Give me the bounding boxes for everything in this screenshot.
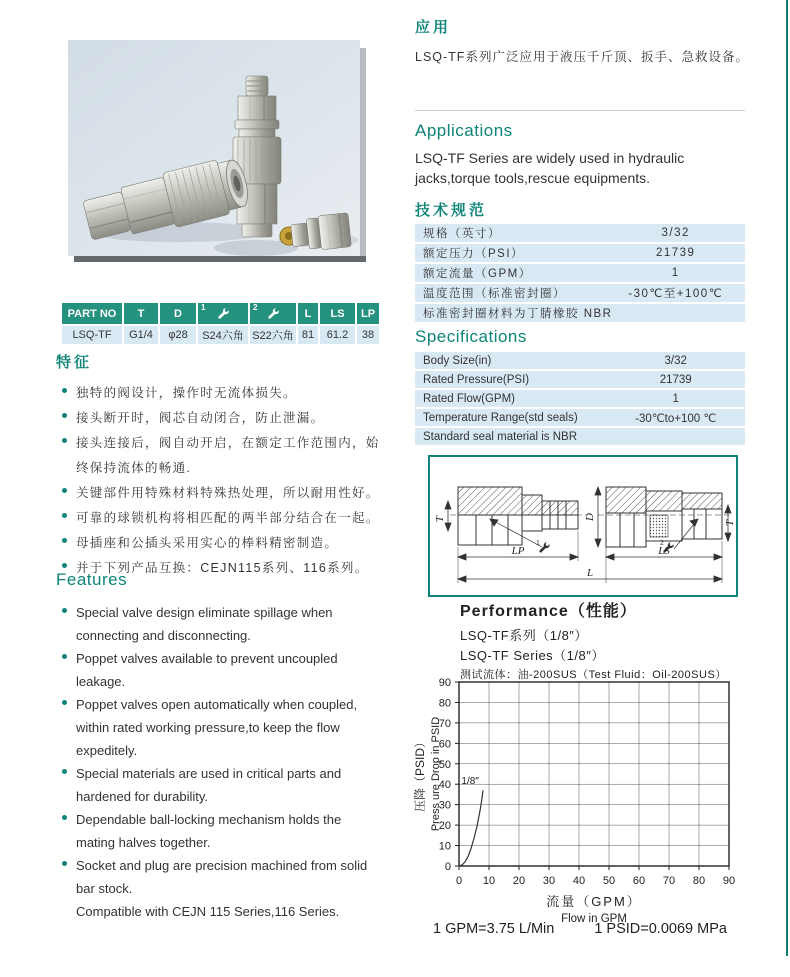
- y-axis-title-cn: 压降（PSID）: [413, 735, 427, 813]
- psid-conversion: 1 PSID=0.0069 MPa: [594, 921, 727, 937]
- feature-en-item: Special materials are used in critical parts and hardened for durability.: [60, 762, 378, 808]
- x-tick-label: 30: [542, 875, 556, 887]
- spec-label: 规格（英寸）: [415, 224, 606, 242]
- spec-label: 温度范围（标准密封圈）: [415, 284, 606, 302]
- feature-en-item: Special valve design eliminate spillage when connecting and disconnecting.: [60, 601, 378, 647]
- spec-cn-row: [415, 224, 745, 242]
- y-tick-label: 30: [438, 799, 451, 812]
- part-cell: 61.2: [319, 325, 356, 345]
- spec-en-row: [415, 428, 745, 445]
- x-tick-label: 10: [482, 875, 496, 887]
- spec-cn-row: [415, 264, 745, 282]
- wrench-icon: [217, 307, 230, 320]
- features-heading: Features: [56, 570, 128, 589]
- part-cell: 38: [356, 325, 380, 345]
- gpm-conversion: 1 GPM=3.75 L/Min: [433, 921, 555, 937]
- part-col-d: D: [159, 303, 197, 325]
- wrench-sup: 2: [253, 303, 258, 312]
- feature-en-item: Dependable ball-locking mechanism holds the mating halves together.: [60, 808, 378, 854]
- feature-cn-item: 可靠的球锁机构将相匹配的两半部分结合在一起。: [60, 506, 390, 531]
- wrench-icon: [539, 542, 549, 552]
- x-tick-label: 50: [602, 875, 616, 887]
- x-axis-title-en: Flow in GPM: [561, 913, 627, 925]
- spec-label: 标准密封圈材料为丁腈橡胶 NBR: [415, 304, 745, 322]
- x-tick-label: 20: [512, 875, 526, 887]
- wrench-sup-2: 2: [660, 540, 664, 547]
- part-cell: G1/4: [123, 325, 159, 345]
- feature-en-item: Poppet valves available to prevent uncoupled leakage.: [60, 647, 378, 693]
- spec-label: 额定压力（PSI）: [415, 244, 606, 262]
- dim-label-t-right: T: [724, 519, 736, 527]
- spec-label: Body Size(in): [415, 352, 606, 369]
- spec-en-row: [415, 352, 745, 369]
- spec-value: 3/32: [606, 352, 745, 369]
- x-tick-label: 90: [722, 875, 736, 887]
- part-col-ls: LS: [319, 303, 356, 325]
- dim-label-d: D: [584, 513, 596, 521]
- spec-value: -30℃至+100℃: [606, 284, 745, 302]
- x-tick-label: 40: [572, 875, 586, 887]
- part-table: [60, 303, 381, 346]
- feature-cn-item: 关键部件用特殊材料特殊热处理，所以耐用性好。: [60, 481, 390, 506]
- part-cell: S22六角: [249, 325, 297, 345]
- dimension-drawing-svg: [430, 457, 736, 595]
- spec-label: Rated Pressure(PSI): [415, 371, 606, 388]
- performance-series-cn: LSQ-TF系列（1/8″）: [460, 628, 588, 643]
- spec-label: Temperature Range(std seals): [415, 409, 606, 426]
- feature-cn-item: 接头断开时，阀芯自动闭合，防止泄漏。: [60, 406, 390, 431]
- x-tick-label: 70: [662, 875, 676, 887]
- y-axis-title-en: Press ure Drop in PSID: [430, 716, 442, 832]
- y-tick-label: 70: [438, 717, 451, 730]
- product-photo-illustration: [68, 40, 366, 262]
- specifications-heading: Specifications: [415, 327, 527, 346]
- spec-value: 1: [606, 390, 745, 407]
- spec-cn-row: [415, 304, 745, 322]
- unit-conversions: [415, 921, 745, 937]
- performance-test-fluid: 测试流体：油-200SUS（Test Fluid：Oil-200SUS）: [460, 669, 727, 681]
- spec-cn-heading: 技术规范: [415, 202, 488, 219]
- features-list: [60, 601, 378, 923]
- compatibility-note: Compatible with CEJN 115 Series,116 Series.: [76, 904, 340, 919]
- spec-label: Rated Flow(GPM): [415, 390, 606, 407]
- spec-value: -30℃to+100 ℃: [606, 409, 745, 426]
- spec-value: 3/32: [606, 224, 745, 242]
- spec-cn-row: [415, 244, 745, 262]
- wrench-icon: [267, 307, 280, 320]
- page-edge-rule: [786, 0, 788, 956]
- spec-value: 21739: [606, 244, 745, 262]
- spec-en-row: [415, 409, 745, 426]
- y-tick-label: 20: [438, 820, 451, 833]
- spec-en-row: [415, 390, 745, 407]
- y-tick-label: 80: [438, 697, 451, 710]
- feature-en-item: Socket and plug are precision machined from solid bar stock. Compatible with CEJN 115 Series,116 Series.: [60, 854, 378, 923]
- feature-cn-item: 母插座和公插头采用实心的棒料精密制造。: [60, 531, 390, 556]
- part-table-header-row: [61, 303, 380, 325]
- part-col-l: L: [297, 303, 319, 325]
- dim-label-lp: LP: [511, 545, 525, 557]
- application-cn-heading: 应用: [415, 19, 452, 36]
- dim-label-l: L: [586, 567, 594, 579]
- x-tick-label: 0: [455, 875, 463, 887]
- performance-heading: Performance（性能）: [460, 603, 637, 620]
- dimension-drawing: [428, 455, 738, 597]
- part-cell: φ28: [159, 325, 197, 345]
- y-tick-label: 0: [444, 861, 451, 873]
- series-curve: [459, 790, 483, 866]
- pressure-drop-chart: [412, 676, 744, 926]
- applications-text: LSQ-TF Series are widely used in hydraulic jacks,torque tools,rescue equipments.: [415, 150, 685, 187]
- y-tick-label: 10: [438, 840, 451, 853]
- y-tick-label: 90: [438, 677, 451, 689]
- part-cell: 81: [297, 325, 319, 345]
- application-cn-text: LSQ-TF系列广泛应用于液压千斤顶、扳手、急救设备。: [415, 50, 749, 64]
- dim-label-ls: LS: [658, 545, 670, 557]
- dim-label-t-left: T: [434, 515, 446, 523]
- section-divider: [415, 110, 745, 111]
- part-col-lp: LP: [356, 303, 380, 325]
- x-axis-title-cn: 流量（GPM）: [546, 894, 642, 909]
- wrench-icon: [249, 303, 297, 325]
- feature-en-item: Poppet valves open automatically when coupled, within rated working pressure,to keep the flow expeditely.: [60, 693, 378, 762]
- feature-cn-item: 并于下列产品互换：CEJN115系列、116系列。: [60, 556, 390, 581]
- wrench-sup: 1: [201, 303, 206, 312]
- part-table-data-row: [61, 325, 380, 345]
- x-tick-label: 80: [692, 875, 706, 887]
- product-photo: [68, 40, 366, 262]
- part-col-part-no: PART NO: [61, 303, 123, 325]
- features-cn-list: [60, 381, 390, 581]
- series-label: 1/8″: [461, 776, 479, 788]
- applications-heading: Applications: [415, 121, 513, 140]
- spec-value: 21739: [606, 371, 745, 388]
- y-tick-label: 60: [438, 738, 451, 751]
- spec-en-row: [415, 371, 745, 388]
- spec-label: 额定流量（GPM）: [415, 264, 606, 282]
- spec-cn-row: [415, 284, 745, 302]
- wrench-icon: [197, 303, 249, 325]
- part-cell: LSQ-TF: [61, 325, 123, 345]
- plot-frame: [459, 682, 729, 866]
- feature-cn-item: 独特的阀设计，操作时无流体损失。: [60, 381, 390, 406]
- coupling-standing: [233, 76, 281, 237]
- y-tick-label: 50: [438, 758, 451, 771]
- y-tick-label: 40: [438, 779, 451, 792]
- part-cell: S24六角: [197, 325, 249, 345]
- spec-value: 1: [606, 264, 745, 282]
- performance-series-en: LSQ-TF Series（1/8″）: [460, 648, 605, 663]
- wrench-sup-1: 1: [536, 540, 540, 547]
- features-cn-heading: 特征: [56, 354, 93, 371]
- x-tick-label: 60: [632, 875, 646, 887]
- spec-en-table: [415, 350, 745, 447]
- spec-label: Standard seal material is NBR: [415, 428, 745, 445]
- part-col-t: T: [123, 303, 159, 325]
- spec-cn-table: [415, 222, 745, 324]
- feature-cn-item: 接头连接后，阀自动开启，在额定工作范围内，始终保持流体的畅通.: [60, 431, 390, 481]
